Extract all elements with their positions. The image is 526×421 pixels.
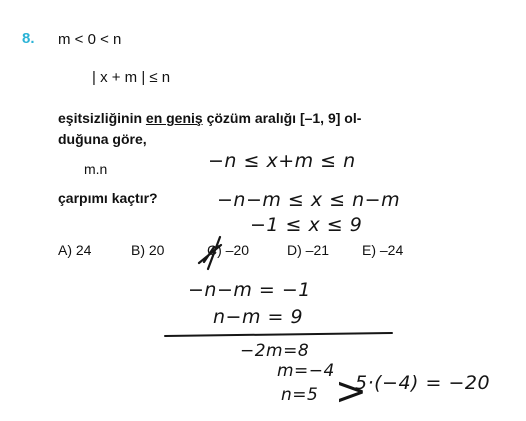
inequality: | x + m | ≤ n — [92, 69, 171, 86]
handwritten-step-5: n−m = 9 — [213, 306, 304, 328]
option-e[interactable]: E) –24 — [362, 242, 404, 258]
question-prompt: çarpımı kaçtır? — [58, 190, 158, 206]
question-text-a: eşitsizliğinin — [58, 110, 146, 126]
question-text-line-2: duğuna göre, — [58, 131, 147, 147]
handwritten-result: 5·(−4) = −20 — [355, 372, 491, 394]
brace-icon: > — [335, 369, 368, 413]
handwritten-step-2: −n−m ≤ x ≤ n−m — [217, 189, 401, 211]
handwritten-step-4: −n−m = −1 — [188, 279, 311, 301]
handwritten-step-6: −2m=8 — [240, 341, 310, 361]
option-c[interactable]: C) –20 — [207, 242, 250, 258]
checkmark-icon — [199, 237, 221, 269]
question-text-b: çözüm aralığı [–1, 9] ol- — [202, 110, 362, 126]
underlined-phrase: en geniş — [145, 110, 203, 126]
option-a[interactable]: A) 24 — [58, 242, 92, 258]
option-b[interactable]: B) 20 — [131, 242, 165, 258]
expression: m.n — [84, 161, 108, 177]
handwritten-step-8: n=5 — [281, 385, 319, 405]
handwritten-step-1: −n ≤ x+m ≤ n — [208, 150, 356, 172]
handwritten-step-3: −1 ≤ x ≤ 9 — [250, 214, 363, 236]
condition: m < 0 < n — [58, 31, 122, 48]
handwritten-sum-line — [165, 333, 392, 336]
handwritten-step-7: m=−4 — [277, 361, 335, 381]
question-number: 8. — [22, 30, 35, 47]
option-d[interactable]: D) –21 — [287, 242, 330, 258]
